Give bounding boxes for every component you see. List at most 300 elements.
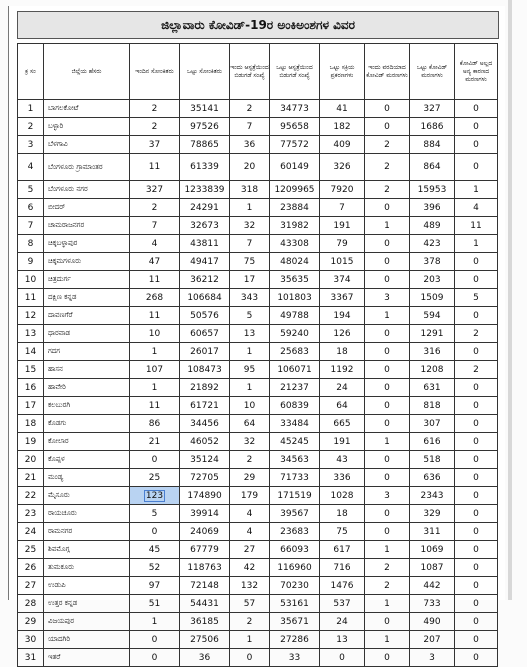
table-row	[18, 433, 498, 451]
table-row	[18, 289, 498, 307]
cell-serial: 5	[18, 181, 44, 199]
document-sheet	[8, 6, 505, 663]
cell-total-cases: 60657	[180, 325, 230, 343]
cell-total-cases: 97526	[180, 118, 230, 136]
cell-total-cases: 36212	[180, 271, 230, 289]
cell-today-discharged: 1	[230, 379, 270, 397]
cell-today-deaths: 0	[365, 199, 410, 217]
cell-serial: 31	[18, 649, 44, 667]
cell-total-discharged: 53161	[270, 595, 320, 613]
cell-total-discharged: 23683	[270, 523, 320, 541]
cell-total-discharged: 45245	[270, 433, 320, 451]
cell-today-cases: 10	[130, 325, 180, 343]
cell-today-cases: 97	[130, 577, 180, 595]
cell-district: ಶಿವಮೊಗ್ಗ	[44, 541, 130, 559]
cell-total-discharged: 39567	[270, 505, 320, 523]
cell-serial: 9	[18, 253, 44, 271]
cell-active-cases: 126	[320, 325, 365, 343]
header-total-cases: ಒಟ್ಟು ಸೋಂಕಿತರು	[180, 44, 230, 100]
cell-total-discharged: 43308	[270, 235, 320, 253]
cell-total-deaths: 616	[410, 433, 455, 451]
cell-today-cases: 0	[130, 523, 180, 541]
header-today-cases: ಇಂದಿನ ಸೋಂಕಿತರು	[130, 44, 180, 100]
cell-today-cases: 107	[130, 361, 180, 379]
cell-total-cases: 35141	[180, 100, 230, 118]
cell-active-cases: 18	[320, 505, 365, 523]
table-row	[18, 325, 498, 343]
cell-non-covid-deaths: 1	[455, 235, 498, 253]
cell-today-discharged: 1	[230, 343, 270, 361]
cell-total-discharged: 101803	[270, 289, 320, 307]
cell-total-discharged: 71733	[270, 469, 320, 487]
cell-total-discharged: 70230	[270, 577, 320, 595]
cell-non-covid-deaths: 0	[455, 577, 498, 595]
cell-total-deaths: 490	[410, 613, 455, 631]
cell-total-discharged: 33	[270, 649, 320, 667]
cell-today-deaths: 1	[365, 631, 410, 649]
cell-total-cases: 24069	[180, 523, 230, 541]
cell-active-cases: 1476	[320, 577, 365, 595]
cell-active-cases: 43	[320, 451, 365, 469]
cell-serial: 23	[18, 505, 44, 523]
cell-today-deaths: 1	[365, 307, 410, 325]
table-row	[18, 487, 498, 505]
cell-total-cases: 21892	[180, 379, 230, 397]
cell-today-cases: 86	[130, 415, 180, 433]
cell-non-covid-deaths: 0	[455, 415, 498, 433]
cell-total-deaths: 316	[410, 343, 455, 361]
cell-today-deaths: 0	[365, 361, 410, 379]
table-row	[18, 217, 498, 235]
cell-today-cases: 268	[130, 289, 180, 307]
header-total-deaths: ಒಟ್ಟು ಕೋವಿಡ್ ಮರಣಗಳು	[410, 44, 455, 100]
cell-today-deaths: 3	[365, 289, 410, 307]
cell-total-cases: 72705	[180, 469, 230, 487]
cell-non-covid-deaths: 4	[455, 199, 498, 217]
cell-total-discharged: 66093	[270, 541, 320, 559]
cell-today-deaths: 0	[365, 343, 410, 361]
cell-non-covid-deaths: 0	[455, 154, 498, 181]
cell-today-cases: 25	[130, 469, 180, 487]
cell-total-deaths: 818	[410, 397, 455, 415]
cell-district: ಬೆಂಗಳೂರು ನಗರ	[44, 181, 130, 199]
cell-total-discharged: 31982	[270, 217, 320, 235]
cell-today-deaths: 0	[365, 100, 410, 118]
cell-non-covid-deaths: 11	[455, 217, 498, 235]
cell-district: ಕಲಬುರಗಿ	[44, 397, 130, 415]
cell-today-cases: 0	[130, 451, 180, 469]
cell-total-deaths: 327	[410, 100, 455, 118]
cell-today-discharged: 17	[230, 271, 270, 289]
cell-serial: 17	[18, 397, 44, 415]
table-row	[18, 451, 498, 469]
cell-today-deaths: 0	[365, 271, 410, 289]
cell-non-covid-deaths: 0	[455, 613, 498, 631]
cell-active-cases: 64	[320, 397, 365, 415]
table-row	[18, 559, 498, 577]
cell-total-cases: 32673	[180, 217, 230, 235]
cell-total-discharged: 1209965	[270, 181, 320, 199]
cell-non-covid-deaths: 0	[455, 307, 498, 325]
cell-today-deaths: 1	[365, 433, 410, 451]
cell-non-covid-deaths: 0	[455, 253, 498, 271]
cell-today-discharged: 57	[230, 595, 270, 613]
cell-total-deaths: 733	[410, 595, 455, 613]
cell-today-discharged: 32	[230, 433, 270, 451]
cell-today-cases: 11	[130, 307, 180, 325]
cell-today-cases: 52	[130, 559, 180, 577]
cell-today-deaths: 0	[365, 235, 410, 253]
cell-total-discharged: 77572	[270, 136, 320, 154]
cell-today-cases: 37	[130, 136, 180, 154]
cell-non-covid-deaths: 0	[455, 100, 498, 118]
cell-today-discharged: 95	[230, 361, 270, 379]
cell-active-cases: 24	[320, 379, 365, 397]
cell-total-deaths: 518	[410, 451, 455, 469]
cell-serial: 26	[18, 559, 44, 577]
cell-serial: 24	[18, 523, 44, 541]
table-row	[18, 136, 498, 154]
cell-total-discharged: 171519	[270, 487, 320, 505]
cell-active-cases: 617	[320, 541, 365, 559]
cell-serial: 10	[18, 271, 44, 289]
cell-non-covid-deaths: 2	[455, 361, 498, 379]
cell-today-deaths: 2	[365, 577, 410, 595]
cell-active-cases: 13	[320, 631, 365, 649]
cell-today-cases: 11	[130, 154, 180, 181]
table-row	[18, 100, 498, 118]
cell-district: ಕೊಪ್ಪಳ	[44, 451, 130, 469]
cell-serial: 20	[18, 451, 44, 469]
cell-active-cases: 409	[320, 136, 365, 154]
cell-total-deaths: 378	[410, 253, 455, 271]
cell-today-discharged: 318	[230, 181, 270, 199]
cell-today-deaths: 0	[365, 451, 410, 469]
cell-district: ರಾಮನಗರ	[44, 523, 130, 541]
cell-today-cases: 2	[130, 199, 180, 217]
cell-total-discharged: 116960	[270, 559, 320, 577]
cell-non-covid-deaths: 2	[455, 325, 498, 343]
cell-total-deaths: 203	[410, 271, 455, 289]
table-row	[18, 631, 498, 649]
table-row	[18, 379, 498, 397]
cell-total-cases: 118763	[180, 559, 230, 577]
cell-today-discharged: 10	[230, 397, 270, 415]
cell-serial: 19	[18, 433, 44, 451]
cell-serial: 2	[18, 118, 44, 136]
cell-non-covid-deaths: 0	[455, 505, 498, 523]
cell-district: ಬೆಂಗಳೂರು ಗ್ರಾಮಾಂತರ	[44, 154, 130, 181]
header-non-covid-deaths: ಕೋವಿಡ್ ಅಲ್ಲದ ಅನ್ಯ ಕಾರಣದ ಮರಣಗಳು	[455, 44, 498, 100]
cell-district: ತುಮಕೂರು	[44, 559, 130, 577]
cell-total-cases: 61721	[180, 397, 230, 415]
cell-district: ಉತ್ತರ ಕನ್ನಡ	[44, 595, 130, 613]
cell-today-discharged: 1	[230, 199, 270, 217]
selected-cell-value: 123	[145, 490, 164, 501]
cell-today-deaths: 0	[365, 325, 410, 343]
cell-total-discharged: 27286	[270, 631, 320, 649]
cell-total-discharged: 48024	[270, 253, 320, 271]
cell-today-discharged: 27	[230, 541, 270, 559]
cell-total-discharged: 95658	[270, 118, 320, 136]
table-body	[18, 100, 498, 667]
cell-serial: 16	[18, 379, 44, 397]
cell-today-discharged: 20	[230, 154, 270, 181]
cell-today-discharged: 2	[230, 100, 270, 118]
cell-total-cases: 34456	[180, 415, 230, 433]
cell-today-discharged: 4	[230, 505, 270, 523]
cell-today-discharged: 4	[230, 523, 270, 541]
cell-today-cases: 0	[130, 649, 180, 667]
cell-total-deaths: 631	[410, 379, 455, 397]
cell-today-discharged: 75	[230, 253, 270, 271]
cell-total-discharged: 33484	[270, 415, 320, 433]
cell-today-discharged: 5	[230, 307, 270, 325]
cell-today-cases: 47	[130, 253, 180, 271]
cell-total-deaths: 1686	[410, 118, 455, 136]
cell-total-cases: 61339	[180, 154, 230, 181]
cell-active-cases: 537	[320, 595, 365, 613]
cell-non-covid-deaths: 0	[455, 343, 498, 361]
cell-non-covid-deaths: 0	[455, 595, 498, 613]
cell-district: ಇತರೆ	[44, 649, 130, 667]
cell-non-covid-deaths: 0	[455, 541, 498, 559]
cell-non-covid-deaths: 0	[455, 433, 498, 451]
district-covid-table	[17, 43, 498, 667]
cell-district: ದಾವಣಗೆರೆ	[44, 307, 130, 325]
cell-total-cases: 174890	[180, 487, 230, 505]
cell-non-covid-deaths: 0	[455, 451, 498, 469]
cell-total-discharged: 60149	[270, 154, 320, 181]
cell-total-deaths: 2343	[410, 487, 455, 505]
cell-non-covid-deaths: 0	[455, 118, 498, 136]
cell-serial: 1	[18, 100, 44, 118]
cell-active-cases: 1015	[320, 253, 365, 271]
table-row	[18, 613, 498, 631]
cell-serial: 18	[18, 415, 44, 433]
cell-active-cases: 191	[320, 217, 365, 235]
cell-total-discharged: 34773	[270, 100, 320, 118]
cell-serial: 15	[18, 361, 44, 379]
right-margin	[512, 0, 527, 600]
cell-today-deaths: 1	[365, 541, 410, 559]
cell-total-deaths: 864	[410, 154, 455, 181]
cell-total-cases: 67779	[180, 541, 230, 559]
cell-total-discharged: 35671	[270, 613, 320, 631]
cell-total-cases: 36	[180, 649, 230, 667]
cell-total-deaths: 311	[410, 523, 455, 541]
cell-serial: 28	[18, 595, 44, 613]
cell-total-deaths: 636	[410, 469, 455, 487]
cell-non-covid-deaths: 0	[455, 271, 498, 289]
cell-non-covid-deaths: 1	[455, 181, 498, 199]
cell-today-deaths: 2	[365, 559, 410, 577]
cell-total-cases: 46052	[180, 433, 230, 451]
cell-serial: 13	[18, 325, 44, 343]
cell-today-deaths: 2	[365, 154, 410, 181]
cell-total-cases: 27506	[180, 631, 230, 649]
cell-district: ರಾಯಚೂರು	[44, 505, 130, 523]
cell-today-cases: 1	[130, 343, 180, 361]
cell-non-covid-deaths: 0	[455, 487, 498, 505]
cell-today-cases: 51	[130, 595, 180, 613]
cell-district: ಚಿಕ್ಕಮಗಳೂರು	[44, 253, 130, 271]
cell-today-discharged: 132	[230, 577, 270, 595]
table-row	[18, 523, 498, 541]
cell-today-discharged: 36	[230, 136, 270, 154]
header-district: ಜಿಲ್ಲೆಯ ಹೆಸರು	[44, 44, 130, 100]
cell-district: ಬಳ್ಳಾರಿ	[44, 118, 130, 136]
cell-today-deaths: 0	[365, 379, 410, 397]
table-row	[18, 469, 498, 487]
cell-total-discharged: 60839	[270, 397, 320, 415]
cell-active-cases: 1028	[320, 487, 365, 505]
cell-active-cases: 182	[320, 118, 365, 136]
cell-district: ಗದಗ	[44, 343, 130, 361]
table-row	[18, 361, 498, 379]
selected-cell[interactable]	[130, 487, 180, 505]
table-title: ಜಿಲ್ಲಾವಾರು ಕೋವಿಡ್-19ರ ಅಂಕಿಅಂಶಗಳ ವಿವರ	[17, 11, 499, 39]
cell-serial: 4	[18, 154, 44, 181]
cell-serial: 25	[18, 541, 44, 559]
cell-today-cases: 5	[130, 505, 180, 523]
cell-today-deaths: 1	[365, 217, 410, 235]
cell-serial: 14	[18, 343, 44, 361]
cell-serial: 8	[18, 235, 44, 253]
header-today-deaths: ಇಂದು ವರದಿಯಾದ ಕೋವಿಡ್ ಮರಣಗಳು	[365, 44, 410, 100]
table-row	[18, 154, 498, 181]
cell-total-deaths: 594	[410, 307, 455, 325]
cell-total-discharged: 106071	[270, 361, 320, 379]
header-serial: ಕ್ರ ಸಂ	[18, 44, 44, 100]
cell-total-discharged: 34563	[270, 451, 320, 469]
cell-total-cases: 49417	[180, 253, 230, 271]
cell-serial: 27	[18, 577, 44, 595]
cell-non-covid-deaths: 0	[455, 649, 498, 667]
cell-district: ಬೀದರ್	[44, 199, 130, 217]
header-total-discharged: ಒಟ್ಟು ಆಸ್ಪತ್ರೆಯಿಂದ ಬಿಡುಗಡೆ ಸಂಖ್ಯೆ	[270, 44, 320, 100]
cell-today-deaths: 2	[365, 181, 410, 199]
cell-district: ದಕ್ಷಿಣ ಕನ್ನಡ	[44, 289, 130, 307]
cell-today-cases: 327	[130, 181, 180, 199]
cell-today-discharged: 2	[230, 613, 270, 631]
cell-serial: 21	[18, 469, 44, 487]
cell-total-cases: 35124	[180, 451, 230, 469]
cell-district: ಮೈಸೂರು	[44, 487, 130, 505]
cell-today-deaths: 0	[365, 415, 410, 433]
cell-total-discharged: 25683	[270, 343, 320, 361]
cell-total-discharged: 23884	[270, 199, 320, 217]
cell-today-discharged: 13	[230, 325, 270, 343]
cell-active-cases: 41	[320, 100, 365, 118]
cell-today-discharged: 1	[230, 631, 270, 649]
table-row	[18, 271, 498, 289]
cell-total-cases: 1233839	[180, 181, 230, 199]
cell-serial: 11	[18, 289, 44, 307]
table-row	[18, 181, 498, 199]
cell-today-cases: 4	[130, 235, 180, 253]
cell-total-deaths: 3	[410, 649, 455, 667]
table-row	[18, 505, 498, 523]
cell-today-cases: 21	[130, 433, 180, 451]
cell-district: ಚಿಕ್ಕಬಳ್ಳಾಪುರ	[44, 235, 130, 253]
cell-non-covid-deaths: 0	[455, 469, 498, 487]
table-row	[18, 397, 498, 415]
cell-district: ಕೊಡಗು	[44, 415, 130, 433]
cell-district: ಬೆಳಗಾವಿ	[44, 136, 130, 154]
cell-total-cases: 108473	[180, 361, 230, 379]
cell-active-cases: 75	[320, 523, 365, 541]
cell-today-discharged: 42	[230, 559, 270, 577]
cell-today-discharged: 64	[230, 415, 270, 433]
cell-total-deaths: 15953	[410, 181, 455, 199]
cell-total-cases: 106684	[180, 289, 230, 307]
cell-total-deaths: 1069	[410, 541, 455, 559]
cell-today-discharged: 343	[230, 289, 270, 307]
cell-total-deaths: 307	[410, 415, 455, 433]
cell-district: ವಿಜಯಪುರ	[44, 613, 130, 631]
cell-today-cases: 1	[130, 379, 180, 397]
cell-total-discharged: 21237	[270, 379, 320, 397]
cell-total-cases: 78865	[180, 136, 230, 154]
cell-district: ಮಂಡ್ಯ	[44, 469, 130, 487]
cell-total-deaths: 884	[410, 136, 455, 154]
cell-district: ಚಿತ್ರದುರ್ಗ	[44, 271, 130, 289]
cell-district: ಧಾರವಾಡ	[44, 325, 130, 343]
table-row	[18, 253, 498, 271]
cell-district: ಚಾಮರಾಜನಗರ	[44, 217, 130, 235]
cell-serial: 30	[18, 631, 44, 649]
header-today-discharged: ಇಂದು ಆಸ್ಪತ್ರೆಯಿಂದ ಬಿಡುಗಡೆ ಸಂಖ್ಯೆ	[230, 44, 270, 100]
cell-district: ಕೋಲಾರ	[44, 433, 130, 451]
cell-today-cases: 0	[130, 631, 180, 649]
cell-active-cases: 0	[320, 649, 365, 667]
cell-total-deaths: 489	[410, 217, 455, 235]
cell-non-covid-deaths: 0	[455, 136, 498, 154]
cell-today-cases: 11	[130, 397, 180, 415]
cell-district: ಉಡುಪಿ	[44, 577, 130, 595]
cell-non-covid-deaths: 0	[455, 559, 498, 577]
cell-today-discharged: 179	[230, 487, 270, 505]
cell-today-deaths: 0	[365, 649, 410, 667]
table-row	[18, 577, 498, 595]
table-row	[18, 649, 498, 667]
cell-total-deaths: 442	[410, 577, 455, 595]
table-row	[18, 415, 498, 433]
cell-today-discharged: 7	[230, 118, 270, 136]
table-row	[18, 307, 498, 325]
cell-serial: 29	[18, 613, 44, 631]
cell-today-discharged: 0	[230, 649, 270, 667]
cell-total-discharged: 59240	[270, 325, 320, 343]
cell-district: ಬಾಗಲಕೋಟೆ	[44, 100, 130, 118]
cell-total-deaths: 1087	[410, 559, 455, 577]
cell-total-cases: 50576	[180, 307, 230, 325]
cell-today-deaths: 0	[365, 523, 410, 541]
cell-serial: 3	[18, 136, 44, 154]
table-row	[18, 235, 498, 253]
cell-active-cases: 716	[320, 559, 365, 577]
cell-today-deaths: 0	[365, 118, 410, 136]
cell-today-cases: 1	[130, 613, 180, 631]
cell-total-cases: 36185	[180, 613, 230, 631]
cell-total-deaths: 329	[410, 505, 455, 523]
cell-serial: 22	[18, 487, 44, 505]
table-row	[18, 199, 498, 217]
cell-today-cases: 7	[130, 217, 180, 235]
cell-active-cases: 665	[320, 415, 365, 433]
cell-total-cases: 72148	[180, 577, 230, 595]
